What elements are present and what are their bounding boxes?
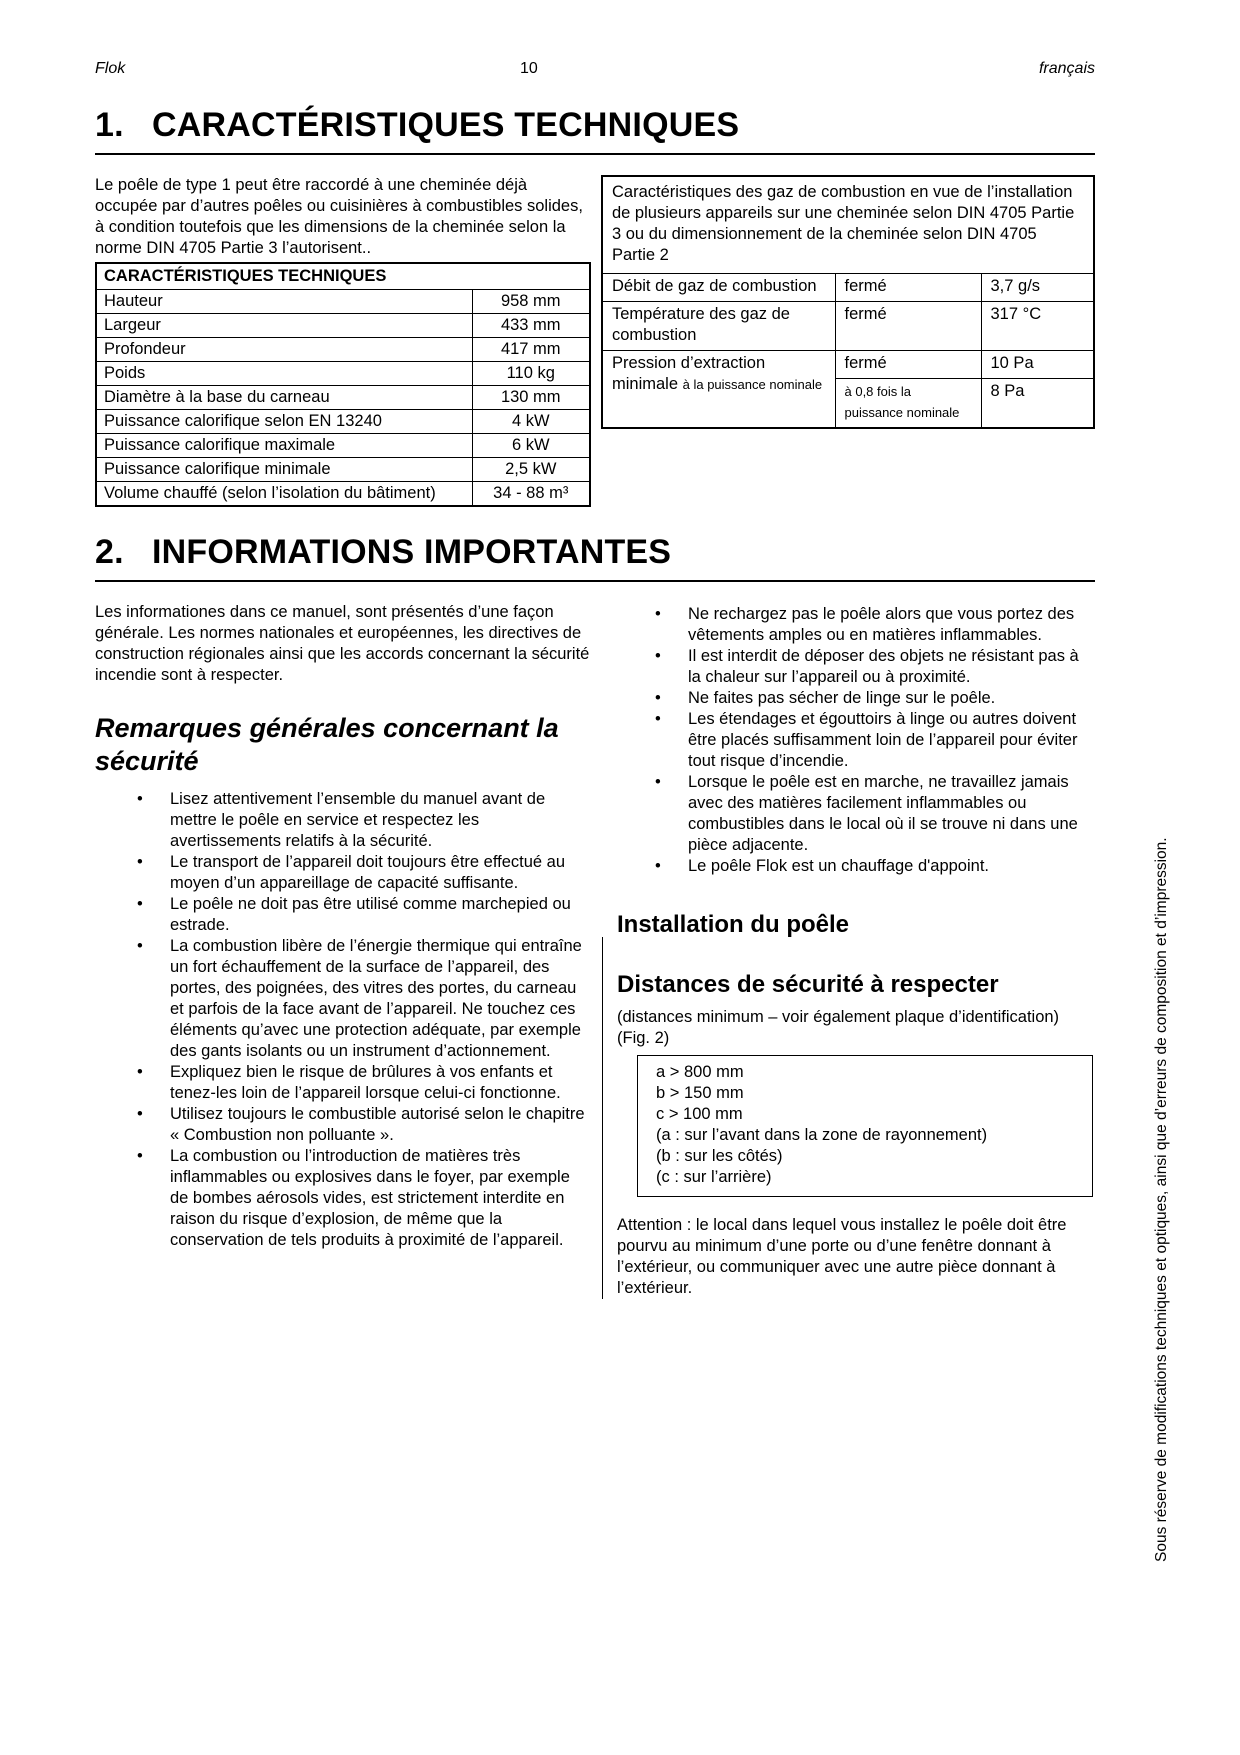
safety-bullet-list — [95, 789, 591, 1251]
list-item — [617, 688, 1095, 709]
gas-condition: fermé — [835, 302, 981, 351]
combustion-gas-box — [601, 175, 1095, 429]
gas-value: 317 °C — [981, 302, 1093, 351]
spec-label: Largeur — [96, 314, 472, 338]
distance-line: b > 150 mm — [656, 1084, 744, 1102]
gas-label — [603, 351, 835, 428]
spec-table — [95, 262, 591, 507]
table-row — [96, 458, 590, 482]
table-row — [96, 410, 590, 434]
list-item — [95, 1062, 591, 1104]
gas-value: 8 Pa — [981, 379, 1093, 428]
section2-columns — [95, 602, 1095, 1299]
installation-heading: Installation du poêle — [617, 911, 850, 938]
spec-value: 958 mm — [472, 290, 590, 314]
spec-label: Diamètre à la base du carneau — [96, 386, 472, 410]
page-header — [95, 58, 1095, 80]
list-item-text: • Lisez attentivement l’ensemble du manuel avant de mettre le poêle en service et respectez les avertissements relatifs à la sécurité. — [170, 790, 546, 850]
header-doc-name: Flok — [95, 60, 126, 77]
gas-label: Température des gaz de combustion — [603, 302, 835, 351]
section1-columns — [95, 175, 1095, 507]
table-row — [96, 386, 590, 410]
gas-value: 10 Pa — [981, 351, 1093, 379]
section2-number: 2. — [95, 533, 124, 571]
section2-title — [95, 533, 1095, 582]
list-item — [95, 789, 591, 852]
column-divider — [602, 937, 603, 1299]
warnings-bullet-list — [617, 604, 1095, 877]
spec-label: Puissance calorifique maximale — [96, 434, 472, 458]
list-item — [617, 646, 1095, 688]
distance-line: (a : sur l’avant dans la zone de rayonnement) — [656, 1126, 988, 1144]
distance-line: c > 100 mm — [656, 1105, 743, 1123]
table-row — [96, 434, 590, 458]
safety-remarks-heading: Remarques générales concernant la sécurité — [95, 713, 559, 776]
distance-line: a > 800 mm — [656, 1063, 744, 1081]
section1-number: 1. — [95, 106, 124, 144]
distance-line: (b : sur les côtés) — [656, 1147, 783, 1165]
list-item — [95, 936, 591, 1062]
spec-value: 110 kg — [472, 362, 590, 386]
spec-table-header: CARACTÉRISTIQUES TECHNIQUES — [96, 263, 590, 290]
spec-label: Profondeur — [96, 338, 472, 362]
gas-table — [603, 274, 1093, 427]
distances-note: (distances minimum – voir également plaque d’identification) (Fig. 2) — [617, 1008, 1060, 1047]
gas-label-main: Pression d’extraction minimale — [612, 354, 766, 393]
section1-left-column — [95, 175, 591, 507]
section1-title-text: CARACTÉRISTIQUES TECHNIQUES — [152, 106, 740, 144]
gas-label: Débit de gaz de combustion — [603, 274, 835, 302]
header-page-number: 10 — [520, 60, 538, 77]
spec-label: Hauteur — [96, 290, 472, 314]
spec-label: Poids — [96, 362, 472, 386]
gas-condition: à 0,8 fois la puissance nominale — [835, 379, 981, 428]
gas-condition: fermé — [835, 274, 981, 302]
table-row — [603, 351, 1093, 379]
gas-value: 3,7 g/s — [981, 274, 1093, 302]
list-item — [95, 1104, 591, 1146]
list-item — [617, 856, 1095, 877]
manual-page — [95, 58, 1095, 1299]
gas-condition: fermé — [835, 351, 981, 379]
list-item — [617, 772, 1095, 856]
section1-right-column — [601, 175, 1095, 507]
spec-value: 130 mm — [472, 386, 590, 410]
list-item-text: • Expliquez bien le risque de brûlures à vos enfants et tenez-les loin de l’appareil lorsque celui-ci fonctionne. — [170, 1063, 561, 1102]
list-item — [617, 709, 1095, 772]
section1-title — [95, 106, 1095, 155]
section2-intro: Les informationes dans ce manuel, sont présentés d’une façon générale. Les normes nationales et européennes, les directives de construction régionales ainsi que les accords concernant la sécurité incendie sont à respecter. — [95, 603, 590, 684]
section2-right-column — [617, 602, 1095, 1299]
list-item — [95, 894, 591, 936]
attention-note: Attention : le local dans lequel vous installez le poêle doit être pourvu au minimum d’une porte ou d’une fenêtre donnant à l’extérieur, ou communiquer avec une autre pièce donnant à l’extérieur. — [617, 1216, 1067, 1297]
spec-value: 2,5 kW — [472, 458, 590, 482]
spec-value: 4 kW — [472, 410, 590, 434]
spec-value: 417 mm — [472, 338, 590, 362]
list-item-text: • Le transport de l’appareil doit toujours être effectué au moyen d’un appareillage de capacité suffisante. — [170, 853, 566, 892]
list-item-text: • Lorsque le poêle est en marche, ne travaillez jamais avec des matières facilement inflammables ou combustibles dans le local où il se trouve ni dans une pièce adjacente. — [688, 773, 1078, 854]
section1-intro: Le poêle de type 1 peut être raccordé à une cheminée déjà occupée par d’autres poêles ou cuisinières à combustibles solides, à condition toutefois que les dimensions de la cheminée selon la norme DIN 4705 Partie 3 l’autorisent.. — [95, 176, 583, 257]
table-row — [603, 302, 1093, 351]
distance-line: (c : sur l’arrière) — [656, 1168, 772, 1186]
table-row — [96, 482, 590, 507]
table-row — [96, 338, 590, 362]
list-item — [95, 1146, 591, 1251]
spec-value: 6 kW — [472, 434, 590, 458]
list-item-text: • La combustion libère de l’énergie thermique qui entraîne un fort échauffement de la surface de l’appareil, des portes, des poignées, des vitres des portes, du carneau et parfois de la face avant de l’appareil. Ne touchez ces éléments qu’avec une protection adéquate, par exemple des gants isolants ou un instrument d’actionnement. — [170, 937, 582, 1060]
spec-label: Volume chauffé (selon l’isolation du bâtiment) — [96, 482, 472, 507]
list-item-text: • Ne rechargez pas le poêle alors que vous portez des vêtements amples ou en matières inflammables. — [688, 605, 1075, 644]
gas-box-title: Caractéristiques des gaz de combustion en vue de l’installation de plusieurs appareils sur une cheminée selon DIN 4705 Partie 3 ou du dimensionnement de la cheminée selon DIN 4705 Partie 2 — [603, 177, 1093, 274]
spec-label: Puissance calorifique minimale — [96, 458, 472, 482]
list-item-text: • Le poêle ne doit pas être utilisé comme marchepied ou estrade. — [170, 895, 571, 934]
section2-title-text: INFORMATIONS IMPORTANTES — [152, 533, 672, 571]
distances-heading: Distances de sécurité à respecter — [617, 971, 999, 998]
table-row — [96, 290, 590, 314]
section2-left-column — [95, 602, 591, 1299]
list-item-text: • Le poêle Flok est un chauffage d'appoint. — [688, 857, 989, 875]
spec-table-header-row — [96, 263, 590, 290]
list-item-text: • Ne faites pas sécher de linge sur le poêle. — [688, 689, 996, 707]
header-language: français — [1038, 60, 1095, 77]
table-row — [603, 274, 1093, 302]
list-item — [617, 604, 1095, 646]
gas-label-small: à la puissance nominale — [682, 377, 823, 392]
table-row — [96, 314, 590, 338]
distances-box — [637, 1055, 1093, 1197]
side-disclaimer: Sous réserve de modifications techniques et optiques, ainsi que d’erreurs de composition et d’impression. — [1153, 837, 1170, 1562]
list-item-text: • Utilisez toujours le combustible autorisé selon le chapitre « Combustion non polluante ». — [170, 1105, 585, 1144]
table-row — [96, 362, 590, 386]
spec-value: 34 - 88 m³ — [472, 482, 590, 507]
list-item-text: • La combustion ou l’introduction de matières très inflammables ou explosives dans le foyer, par exemple de bombes aérosols vides, est strictement interdite en raison du risque d’explosion, de même que la conservation de tels produits à proximité de l’appareil. — [170, 1147, 570, 1249]
spec-value: 433 mm — [472, 314, 590, 338]
list-item-text: • Les étendages et égouttoirs à linge ou autres doivent être placés suffisamment loin de l’appareil pour éviter tout risque d’incendie. — [688, 710, 1078, 770]
list-item-text: • Il est interdit de déposer des objets ne résistant pas à la chaleur sur l’appareil ou à proximité. — [688, 647, 1079, 686]
list-item — [95, 852, 591, 894]
spec-label: Puissance calorifique selon EN 13240 — [96, 410, 472, 434]
